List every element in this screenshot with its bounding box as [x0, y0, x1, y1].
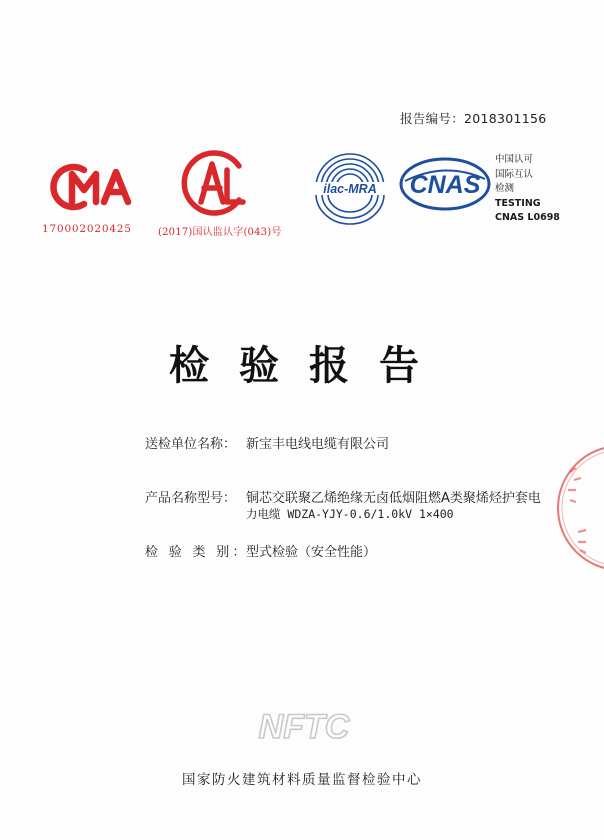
- cnas-accreditation-text: [495, 153, 560, 226]
- document-title: 检验报告: [169, 343, 449, 389]
- cnas-line: TESTING: [495, 197, 541, 209]
- cnas-mark-text: CNAS: [409, 171, 481, 199]
- cma-number: 170002020425: [42, 223, 132, 235]
- cma-logo: [44, 156, 140, 218]
- cnas-line: 国际互认: [495, 168, 534, 180]
- report-number: [400, 109, 547, 127]
- ilac-mra-text: ilac-MRA: [323, 182, 377, 196]
- cal-number: (2017)国认监认字(043)号: [158, 227, 282, 238]
- cal-logo: [173, 148, 251, 218]
- inspection-type-label: 检 验 类 别：: [145, 545, 249, 560]
- product-value: 铜芯交联聚乙烯绝缘无卤低烟阻燃A类聚烯烃护套电: [246, 491, 541, 506]
- cnas-logo: [397, 155, 492, 213]
- cnas-line: 中国认可: [495, 154, 534, 165]
- product-value-line2: 力电缆 WDZA-YJY-0.6/1.0kV 1×400: [246, 507, 454, 521]
- official-seal-stamp: [548, 420, 604, 600]
- issuing-organization: 国家防火建筑材料质量监督检验中心: [182, 772, 422, 788]
- report-number-label: 报告编号：: [400, 111, 465, 126]
- nftc-watermark-logo: [240, 702, 370, 750]
- inspection-type-value: 型式检验（安全性能）: [246, 545, 377, 560]
- cnas-line: CNAS L0698: [495, 212, 560, 223]
- product-label: 产品名称型号：: [145, 491, 237, 506]
- client-value: 新宝丰电线电缆有限公司: [246, 437, 390, 452]
- cnas-line: 检测: [495, 183, 515, 194]
- report-number-value: 2018301156: [464, 111, 547, 126]
- client-label: 送检单位名称：: [145, 437, 237, 452]
- ilac-mra-logo: [304, 150, 396, 226]
- nftc-text: NFTC: [258, 708, 350, 746]
